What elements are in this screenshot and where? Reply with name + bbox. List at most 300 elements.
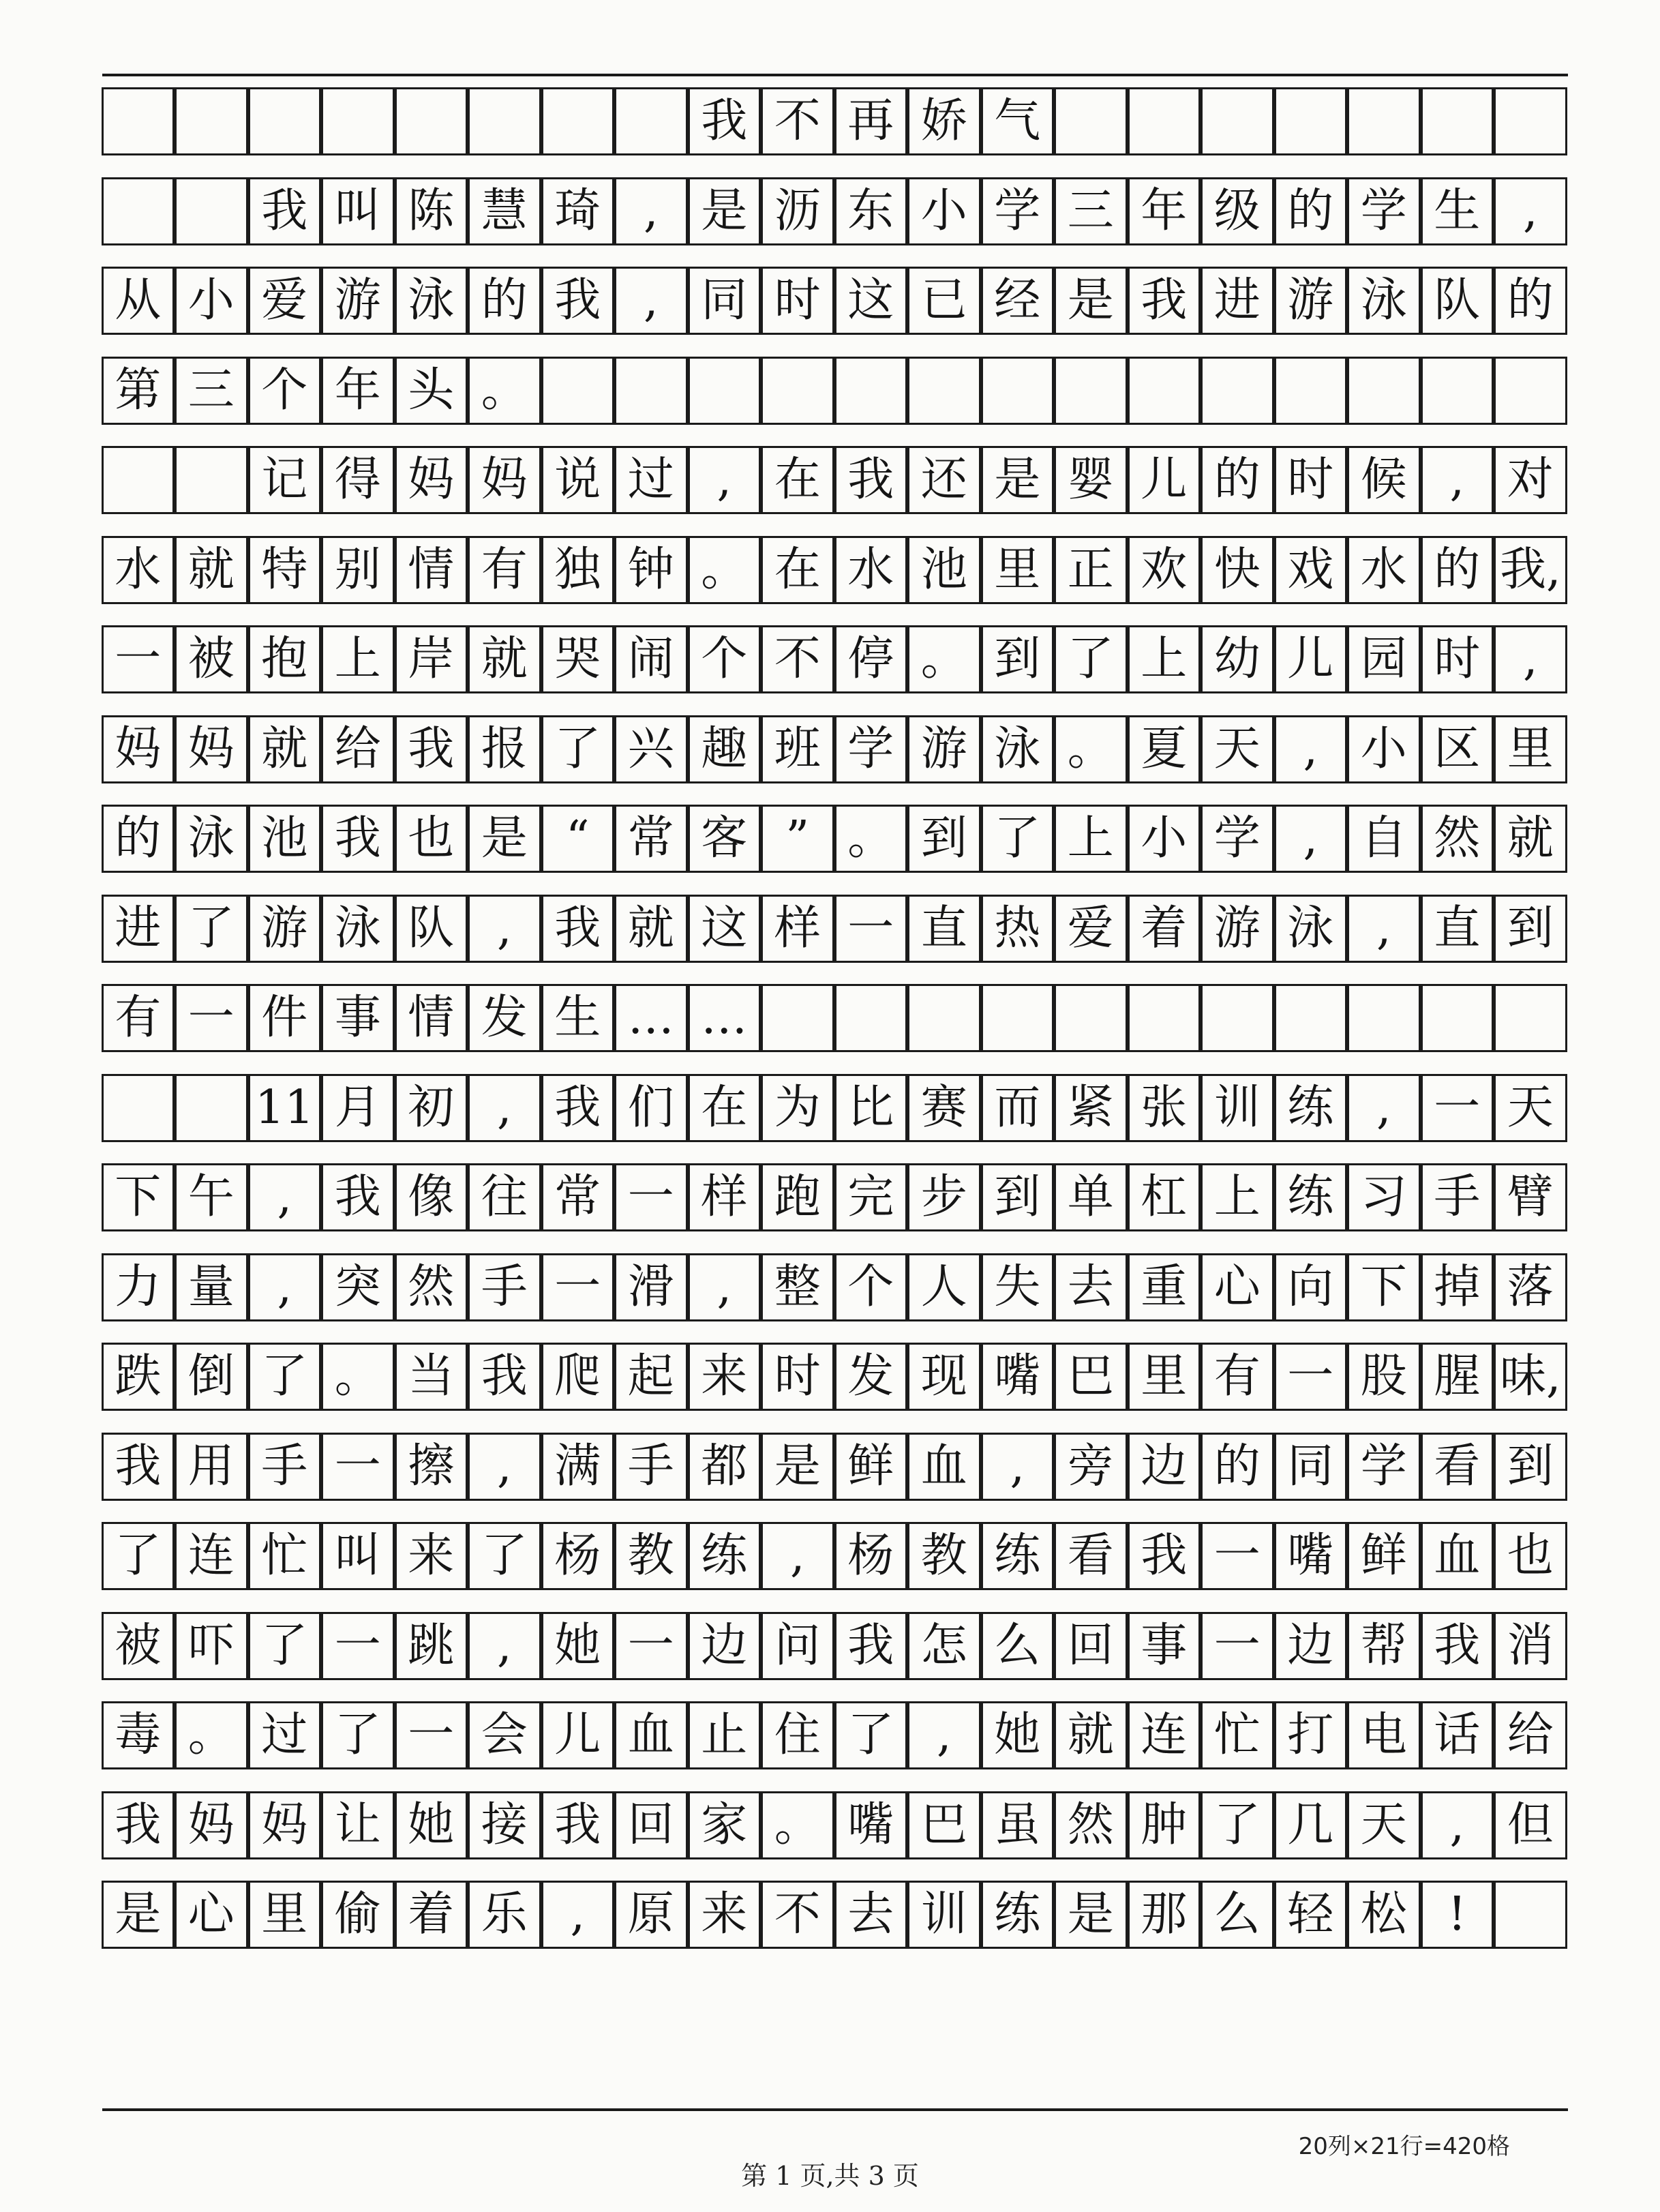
grid-cell: 钟 xyxy=(614,536,688,604)
grid-cell: 在 xyxy=(688,1074,761,1142)
grid-cell: 儿 xyxy=(1128,446,1201,514)
grid-cell: 是 xyxy=(102,1881,175,1949)
grid-cell xyxy=(1347,357,1421,425)
grid-row xyxy=(102,1701,1568,1769)
grid-cell xyxy=(614,357,688,425)
grid-cell: 一 xyxy=(395,1701,468,1769)
grid-cell: , xyxy=(248,1163,322,1231)
grid-cell: 教 xyxy=(614,1522,688,1590)
grid-cell: 都 xyxy=(688,1433,761,1501)
grid-cell: 倒 xyxy=(175,1343,248,1411)
grid-cell: 就 xyxy=(175,536,248,604)
grid-cell: 一 xyxy=(1421,1074,1494,1142)
grid-row xyxy=(102,805,1568,873)
grid-cell: 我 xyxy=(395,715,468,783)
grid-cell: 住 xyxy=(761,1701,834,1769)
grid-cell: 血 xyxy=(1421,1522,1494,1590)
grid-cell: 独 xyxy=(541,536,615,604)
grid-cell xyxy=(175,446,248,514)
grid-cell: 儿 xyxy=(1274,625,1348,693)
grid-cell: 池 xyxy=(907,536,981,604)
grid-cell: 也 xyxy=(395,805,468,873)
grid-cell: 从 xyxy=(102,267,175,335)
grid-cell: 池 xyxy=(248,805,322,873)
grid-cell: 血 xyxy=(614,1701,688,1769)
grid-cell: 的 xyxy=(1201,1433,1274,1501)
grid-cell: 一 xyxy=(834,895,908,963)
grid-row xyxy=(102,1343,1568,1411)
grid-cell: 学 xyxy=(1347,177,1421,245)
grid-cell: 当 xyxy=(395,1343,468,1411)
grid-cell: 我 xyxy=(321,805,395,873)
grid-cell: 东 xyxy=(834,177,908,245)
grid-cell: 力 xyxy=(102,1253,175,1321)
grid-row xyxy=(102,446,1568,514)
grid-cell: 第 xyxy=(102,357,175,425)
grid-cell: 水 xyxy=(102,536,175,604)
grid-cell: , xyxy=(1347,895,1421,963)
grid-cell: 戏 xyxy=(1274,536,1348,604)
grid-cell: 不 xyxy=(761,1881,834,1949)
grid-cell: 时 xyxy=(761,1343,834,1411)
grid-cell: 特 xyxy=(248,536,322,604)
grid-cell: 到 xyxy=(981,625,1055,693)
grid-cell: 上 xyxy=(1054,805,1128,873)
grid-cell: 忙 xyxy=(1201,1701,1274,1769)
grid-cell: 一 xyxy=(1201,1612,1274,1680)
grid-cell: , xyxy=(907,1701,981,1769)
grid-cell: 么 xyxy=(1201,1881,1274,1949)
grid-cell: 里 xyxy=(981,536,1055,604)
grid-cell: 怎 xyxy=(907,1612,981,1680)
grid-cell: 着 xyxy=(1128,895,1201,963)
grid-cell xyxy=(1128,984,1201,1052)
grid-cell: 肿 xyxy=(1128,1791,1201,1859)
grid-cell: 嘴 xyxy=(981,1343,1055,1411)
grid-cell xyxy=(1421,357,1494,425)
grid-cell: 泳 xyxy=(175,805,248,873)
grid-cell: 说 xyxy=(541,446,615,514)
grid-cell: , xyxy=(248,1253,322,1321)
grid-cell: 欢 xyxy=(1128,536,1201,604)
grid-cell: 而 xyxy=(981,1074,1055,1142)
grid-cell: 就 xyxy=(248,715,322,783)
grid-cell: 紧 xyxy=(1054,1074,1128,1142)
grid-cell: 情 xyxy=(395,984,468,1052)
grid-cell: , xyxy=(1494,177,1567,245)
grid-cell: 给 xyxy=(1494,1701,1567,1769)
grid-cell: 掉 xyxy=(1421,1253,1494,1321)
grid-cell: 我 xyxy=(468,1343,541,1411)
title-row xyxy=(102,87,1568,155)
grid-cell: 我 xyxy=(541,1074,615,1142)
title-cell xyxy=(468,87,541,155)
title-cell: 气 xyxy=(981,87,1055,155)
grid-cell: 游 xyxy=(907,715,981,783)
grid-cell: 三 xyxy=(175,357,248,425)
grid-cell: 我 xyxy=(248,177,322,245)
grid-cell: 爱 xyxy=(1054,895,1128,963)
grid-cell: 得 xyxy=(321,446,395,514)
grid-cell: 手 xyxy=(248,1433,322,1501)
grid-cell: 我 xyxy=(102,1433,175,1501)
grid-cell: 的 xyxy=(102,805,175,873)
grid-cell: 看 xyxy=(1054,1522,1128,1590)
grid-cell: 我 xyxy=(1128,267,1201,335)
grid-cell: 我 xyxy=(321,1163,395,1231)
grid-cell: 直 xyxy=(1421,895,1494,963)
grid-cell: 然 xyxy=(1421,805,1494,873)
grid-cell: 11 xyxy=(248,1074,322,1142)
grid-cell: 手 xyxy=(1421,1163,1494,1231)
grid-cell: 了 xyxy=(981,805,1055,873)
grid-cell: 连 xyxy=(1128,1701,1201,1769)
grid-cell: 向 xyxy=(1274,1253,1348,1321)
grid-cell: 天 xyxy=(1347,1791,1421,1859)
grid-row xyxy=(102,1253,1568,1321)
grid-cell: 量 xyxy=(175,1253,248,1321)
grid-cell: 我 xyxy=(541,1791,615,1859)
grid-cell: 被 xyxy=(102,1612,175,1680)
grid-cell: 在 xyxy=(761,446,834,514)
grid-row xyxy=(102,267,1568,335)
grid-cell: 偷 xyxy=(321,1881,395,1949)
grid-cell: 消 xyxy=(1494,1612,1567,1680)
grid-cell: 会 xyxy=(468,1701,541,1769)
grid-cell: 天 xyxy=(1494,1074,1567,1142)
grid-cell: 过 xyxy=(248,1701,322,1769)
grid-cell: 话 xyxy=(1421,1701,1494,1769)
grid-cell: 单 xyxy=(1054,1163,1128,1231)
grid-cell: 么 xyxy=(981,1612,1055,1680)
grid-cell: 哭 xyxy=(541,625,615,693)
grid-cell xyxy=(1347,984,1421,1052)
grid-cell: 候 xyxy=(1347,446,1421,514)
grid-cell xyxy=(1274,357,1348,425)
grid-cell: 股 xyxy=(1347,1343,1421,1411)
grid-cell: 进 xyxy=(102,895,175,963)
grid-cell: 着 xyxy=(395,1881,468,1949)
grid-cell: 的 xyxy=(1274,177,1348,245)
grid-cell: 完 xyxy=(834,1163,908,1231)
grid-cell xyxy=(1201,357,1274,425)
grid-cell: 进 xyxy=(1201,267,1274,335)
grid-cell: 慧 xyxy=(468,177,541,245)
grid-cell: 快 xyxy=(1201,536,1274,604)
grid-cell: 她 xyxy=(541,1612,615,1680)
grid-cell: 训 xyxy=(1201,1074,1274,1142)
grid-cell: 电 xyxy=(1347,1701,1421,1769)
grid-cell: 陈 xyxy=(395,177,468,245)
grid-cell: 巴 xyxy=(907,1791,981,1859)
grid-cell: 练 xyxy=(1274,1163,1348,1231)
grid-cell: 毒 xyxy=(102,1701,175,1769)
grid-cell: 我 xyxy=(541,895,615,963)
grid-cell: 妈 xyxy=(102,715,175,783)
grid-cell: 了 xyxy=(102,1522,175,1590)
grid-cell: , xyxy=(1421,1791,1494,1859)
grid-cell: 张 xyxy=(1128,1074,1201,1142)
grid-cell: 跳 xyxy=(395,1612,468,1680)
grid-cell: 闹 xyxy=(614,625,688,693)
grid-cell: 时 xyxy=(1421,625,1494,693)
grid-cell: 里 xyxy=(1128,1343,1201,1411)
grid-cell xyxy=(761,984,834,1052)
grid-cell: 。 xyxy=(761,1791,834,1859)
grid-cell: 停 xyxy=(834,625,908,693)
grid-cell xyxy=(1201,984,1274,1052)
grid-row xyxy=(102,1522,1568,1590)
grid-cell: 常 xyxy=(541,1163,615,1231)
grid-row xyxy=(102,177,1568,245)
grid-cell: 是 xyxy=(1054,267,1128,335)
grid-cell: 学 xyxy=(981,177,1055,245)
grid-cell: 鲜 xyxy=(834,1433,908,1501)
grid-cell: 习 xyxy=(1347,1163,1421,1231)
grid-cell: 小 xyxy=(1128,805,1201,873)
grid-cell: , xyxy=(981,1433,1055,1501)
grid-cell: 经 xyxy=(981,267,1055,335)
grid-cell: 琦 xyxy=(541,177,615,245)
grid-cell: 了 xyxy=(468,1522,541,1590)
grid-cell: 现 xyxy=(907,1343,981,1411)
grid-cell: 步 xyxy=(907,1163,981,1231)
title-cell: 娇 xyxy=(907,87,981,155)
grid-cell: 手 xyxy=(468,1253,541,1321)
grid-cell: , xyxy=(541,1881,615,1949)
grid-cell: 正 xyxy=(1054,536,1128,604)
grid-cell: 原 xyxy=(614,1881,688,1949)
grid-cell: 回 xyxy=(614,1791,688,1859)
grid-count-label: 20列×21行=420格 xyxy=(1298,2133,1510,2160)
grid-cell: 了 xyxy=(834,1701,908,1769)
grid-cell: 练 xyxy=(688,1522,761,1590)
grid-cell: 有 xyxy=(102,984,175,1052)
grid-cell: 一 xyxy=(614,1612,688,1680)
grid-cell xyxy=(1494,1881,1567,1949)
grid-cell: 我 xyxy=(834,1612,908,1680)
grid-cell xyxy=(907,984,981,1052)
grid-cell: 在 xyxy=(761,536,834,604)
grid-cell xyxy=(1274,984,1348,1052)
grid-cell: 一 xyxy=(1201,1522,1274,1590)
grid-cell: 午 xyxy=(175,1163,248,1231)
grid-cell: 记 xyxy=(248,446,322,514)
grid-cell: 情 xyxy=(395,536,468,604)
grid-cell: , xyxy=(688,1253,761,1321)
grid-row xyxy=(102,1881,1568,1949)
grid-cell: 轻 xyxy=(1274,1881,1348,1949)
grid-cell: 爱 xyxy=(248,267,322,335)
grid-cell: 嘴 xyxy=(1274,1522,1348,1590)
grid-cell: 水 xyxy=(834,536,908,604)
grid-cell: 幼 xyxy=(1201,625,1274,693)
grid-cell: 三 xyxy=(1054,177,1128,245)
grid-cell: , xyxy=(468,1433,541,1501)
grid-cell: 学 xyxy=(1347,1433,1421,1501)
grid-cell: 爬 xyxy=(541,1343,615,1411)
grid-cell: 沥 xyxy=(761,177,834,245)
grid-cell: 了 xyxy=(541,715,615,783)
grid-row xyxy=(102,1612,1568,1680)
grid-cell: 吓 xyxy=(175,1612,248,1680)
title-cell: 再 xyxy=(834,87,908,155)
grid-cell xyxy=(1128,357,1201,425)
grid-cell: 然 xyxy=(395,1253,468,1321)
grid-cell: 教 xyxy=(907,1522,981,1590)
grid-cell: 杠 xyxy=(1128,1163,1201,1231)
grid-cell: 事 xyxy=(321,984,395,1052)
title-cell: 不 xyxy=(761,87,834,155)
grid-cell: 的 xyxy=(1421,536,1494,604)
grid-cell xyxy=(175,1074,248,1142)
grid-cell: 杨 xyxy=(541,1522,615,1590)
grid-cell: 那 xyxy=(1128,1881,1201,1949)
grid-cell: 她 xyxy=(395,1791,468,1859)
title-cell xyxy=(321,87,395,155)
grid-cell: , xyxy=(1274,715,1348,783)
grid-cell: 来 xyxy=(395,1522,468,1590)
grid-row xyxy=(102,1433,1568,1501)
grid-cell: 发 xyxy=(834,1343,908,1411)
grid-cell xyxy=(102,1074,175,1142)
grid-cell: 旁 xyxy=(1054,1433,1128,1501)
grid-cell: 几 xyxy=(1274,1791,1348,1859)
grid-cell: 兴 xyxy=(614,715,688,783)
title-cell xyxy=(1494,87,1567,155)
grid-cell: 区 xyxy=(1421,715,1494,783)
grid-cell xyxy=(834,984,908,1052)
grid-cell: 了 xyxy=(248,1612,322,1680)
grid-cell: 游 xyxy=(1274,267,1348,335)
grid-cell: 一 xyxy=(175,984,248,1052)
grid-cell: 比 xyxy=(834,1074,908,1142)
grid-cell: 问 xyxy=(761,1612,834,1680)
grid-cell: 了 xyxy=(175,895,248,963)
grid-cell: 是 xyxy=(1054,1881,1128,1949)
grid-cell: , xyxy=(1274,805,1348,873)
grid-cell: 有 xyxy=(1201,1343,1274,1411)
grid-cell: 样 xyxy=(761,895,834,963)
grid-cell: 我 xyxy=(1421,1612,1494,1680)
grid-cell: 下 xyxy=(102,1163,175,1231)
grid-row xyxy=(102,625,1568,693)
grid-cell: 泳 xyxy=(395,267,468,335)
grid-cell: 练 xyxy=(981,1881,1055,1949)
grid-cell: 嘴 xyxy=(834,1791,908,1859)
grid-cell: 忙 xyxy=(248,1522,322,1590)
grid-cell xyxy=(1054,984,1128,1052)
grid-cell: 别 xyxy=(321,536,395,604)
grid-cell: 然 xyxy=(1054,1791,1128,1859)
grid-cell: 味, xyxy=(1494,1343,1567,1411)
grid-cell: 初 xyxy=(395,1074,468,1142)
grid-cell: 一 xyxy=(541,1253,615,1321)
grid-cell xyxy=(1494,357,1567,425)
grid-cell: 叫 xyxy=(321,1522,395,1590)
grid-row xyxy=(102,715,1568,783)
title-cell xyxy=(1128,87,1201,155)
grid-cell: 我 xyxy=(541,267,615,335)
grid-cell: 夏 xyxy=(1128,715,1201,783)
grid-cell: 我 xyxy=(1128,1522,1201,1590)
grid-cell: ” xyxy=(761,805,834,873)
grid-cell: , xyxy=(1421,446,1494,514)
grid-cell xyxy=(102,177,175,245)
grid-cell xyxy=(688,357,761,425)
grid-cell: 就 xyxy=(1494,805,1567,873)
grid-cell: 。 xyxy=(1054,715,1128,783)
grid-cell: 园 xyxy=(1347,625,1421,693)
grid-cell: 止 xyxy=(688,1701,761,1769)
grid-cell: 边 xyxy=(1128,1433,1201,1501)
title-cell xyxy=(248,87,322,155)
grid-cell: 个 xyxy=(688,625,761,693)
grid-cell: 客 xyxy=(688,805,761,873)
grid-cell: 里 xyxy=(248,1881,322,1949)
grid-cell: 级 xyxy=(1201,177,1274,245)
grid-cell: … xyxy=(688,984,761,1052)
grid-cell: 是 xyxy=(468,805,541,873)
grid-cell: , xyxy=(614,267,688,335)
grid-cell: 小 xyxy=(175,267,248,335)
title-cell xyxy=(395,87,468,155)
grid-cell: 看 xyxy=(1421,1433,1494,1501)
grid-cell: 了 xyxy=(321,1701,395,1769)
grid-cell: 整 xyxy=(761,1253,834,1321)
grid-cell: 的 xyxy=(1201,446,1274,514)
grid-cell xyxy=(1494,984,1567,1052)
grid-cell xyxy=(102,446,175,514)
grid-cell: 抱 xyxy=(248,625,322,693)
grid-cell: 的 xyxy=(468,267,541,335)
grid-cell: 岸 xyxy=(395,625,468,693)
grid-cell: 里 xyxy=(1494,715,1567,783)
grid-cell: 。 xyxy=(907,625,981,693)
grid-cell: 生 xyxy=(541,984,615,1052)
grid-cell: 同 xyxy=(688,267,761,335)
grid-cell: 也 xyxy=(1494,1522,1567,1590)
grid-cell: , xyxy=(761,1522,834,1590)
grid-cell: 已 xyxy=(907,267,981,335)
grid-cell: 我 xyxy=(834,446,908,514)
grid-cell: 血 xyxy=(907,1433,981,1501)
grid-cell: 月 xyxy=(321,1074,395,1142)
title-cell: 我 xyxy=(688,87,761,155)
grid-row xyxy=(102,357,1568,425)
grid-cell: 时 xyxy=(1274,446,1348,514)
grid-cell: 打 xyxy=(1274,1701,1348,1769)
grid-cell: 。 xyxy=(468,357,541,425)
grid-cell: 训 xyxy=(907,1881,981,1949)
grid-cell: 跑 xyxy=(761,1163,834,1231)
grid-cell: 虽 xyxy=(981,1791,1055,1859)
title-cell xyxy=(175,87,248,155)
grid-cell: 婴 xyxy=(1054,446,1128,514)
grid-cell: 自 xyxy=(1347,805,1421,873)
grid-cell: 跌 xyxy=(102,1343,175,1411)
bottom-rule xyxy=(102,2108,1568,2111)
grid-cell: 趣 xyxy=(688,715,761,783)
grid-cell: 水 xyxy=(1347,536,1421,604)
grid-cell: 落 xyxy=(1494,1253,1567,1321)
grid-cell xyxy=(907,357,981,425)
grid-cell xyxy=(761,357,834,425)
grid-cell: 巴 xyxy=(1054,1343,1128,1411)
grid-cell: 游 xyxy=(321,267,395,335)
grid-cell: 这 xyxy=(688,895,761,963)
grid-cell: 还 xyxy=(907,446,981,514)
